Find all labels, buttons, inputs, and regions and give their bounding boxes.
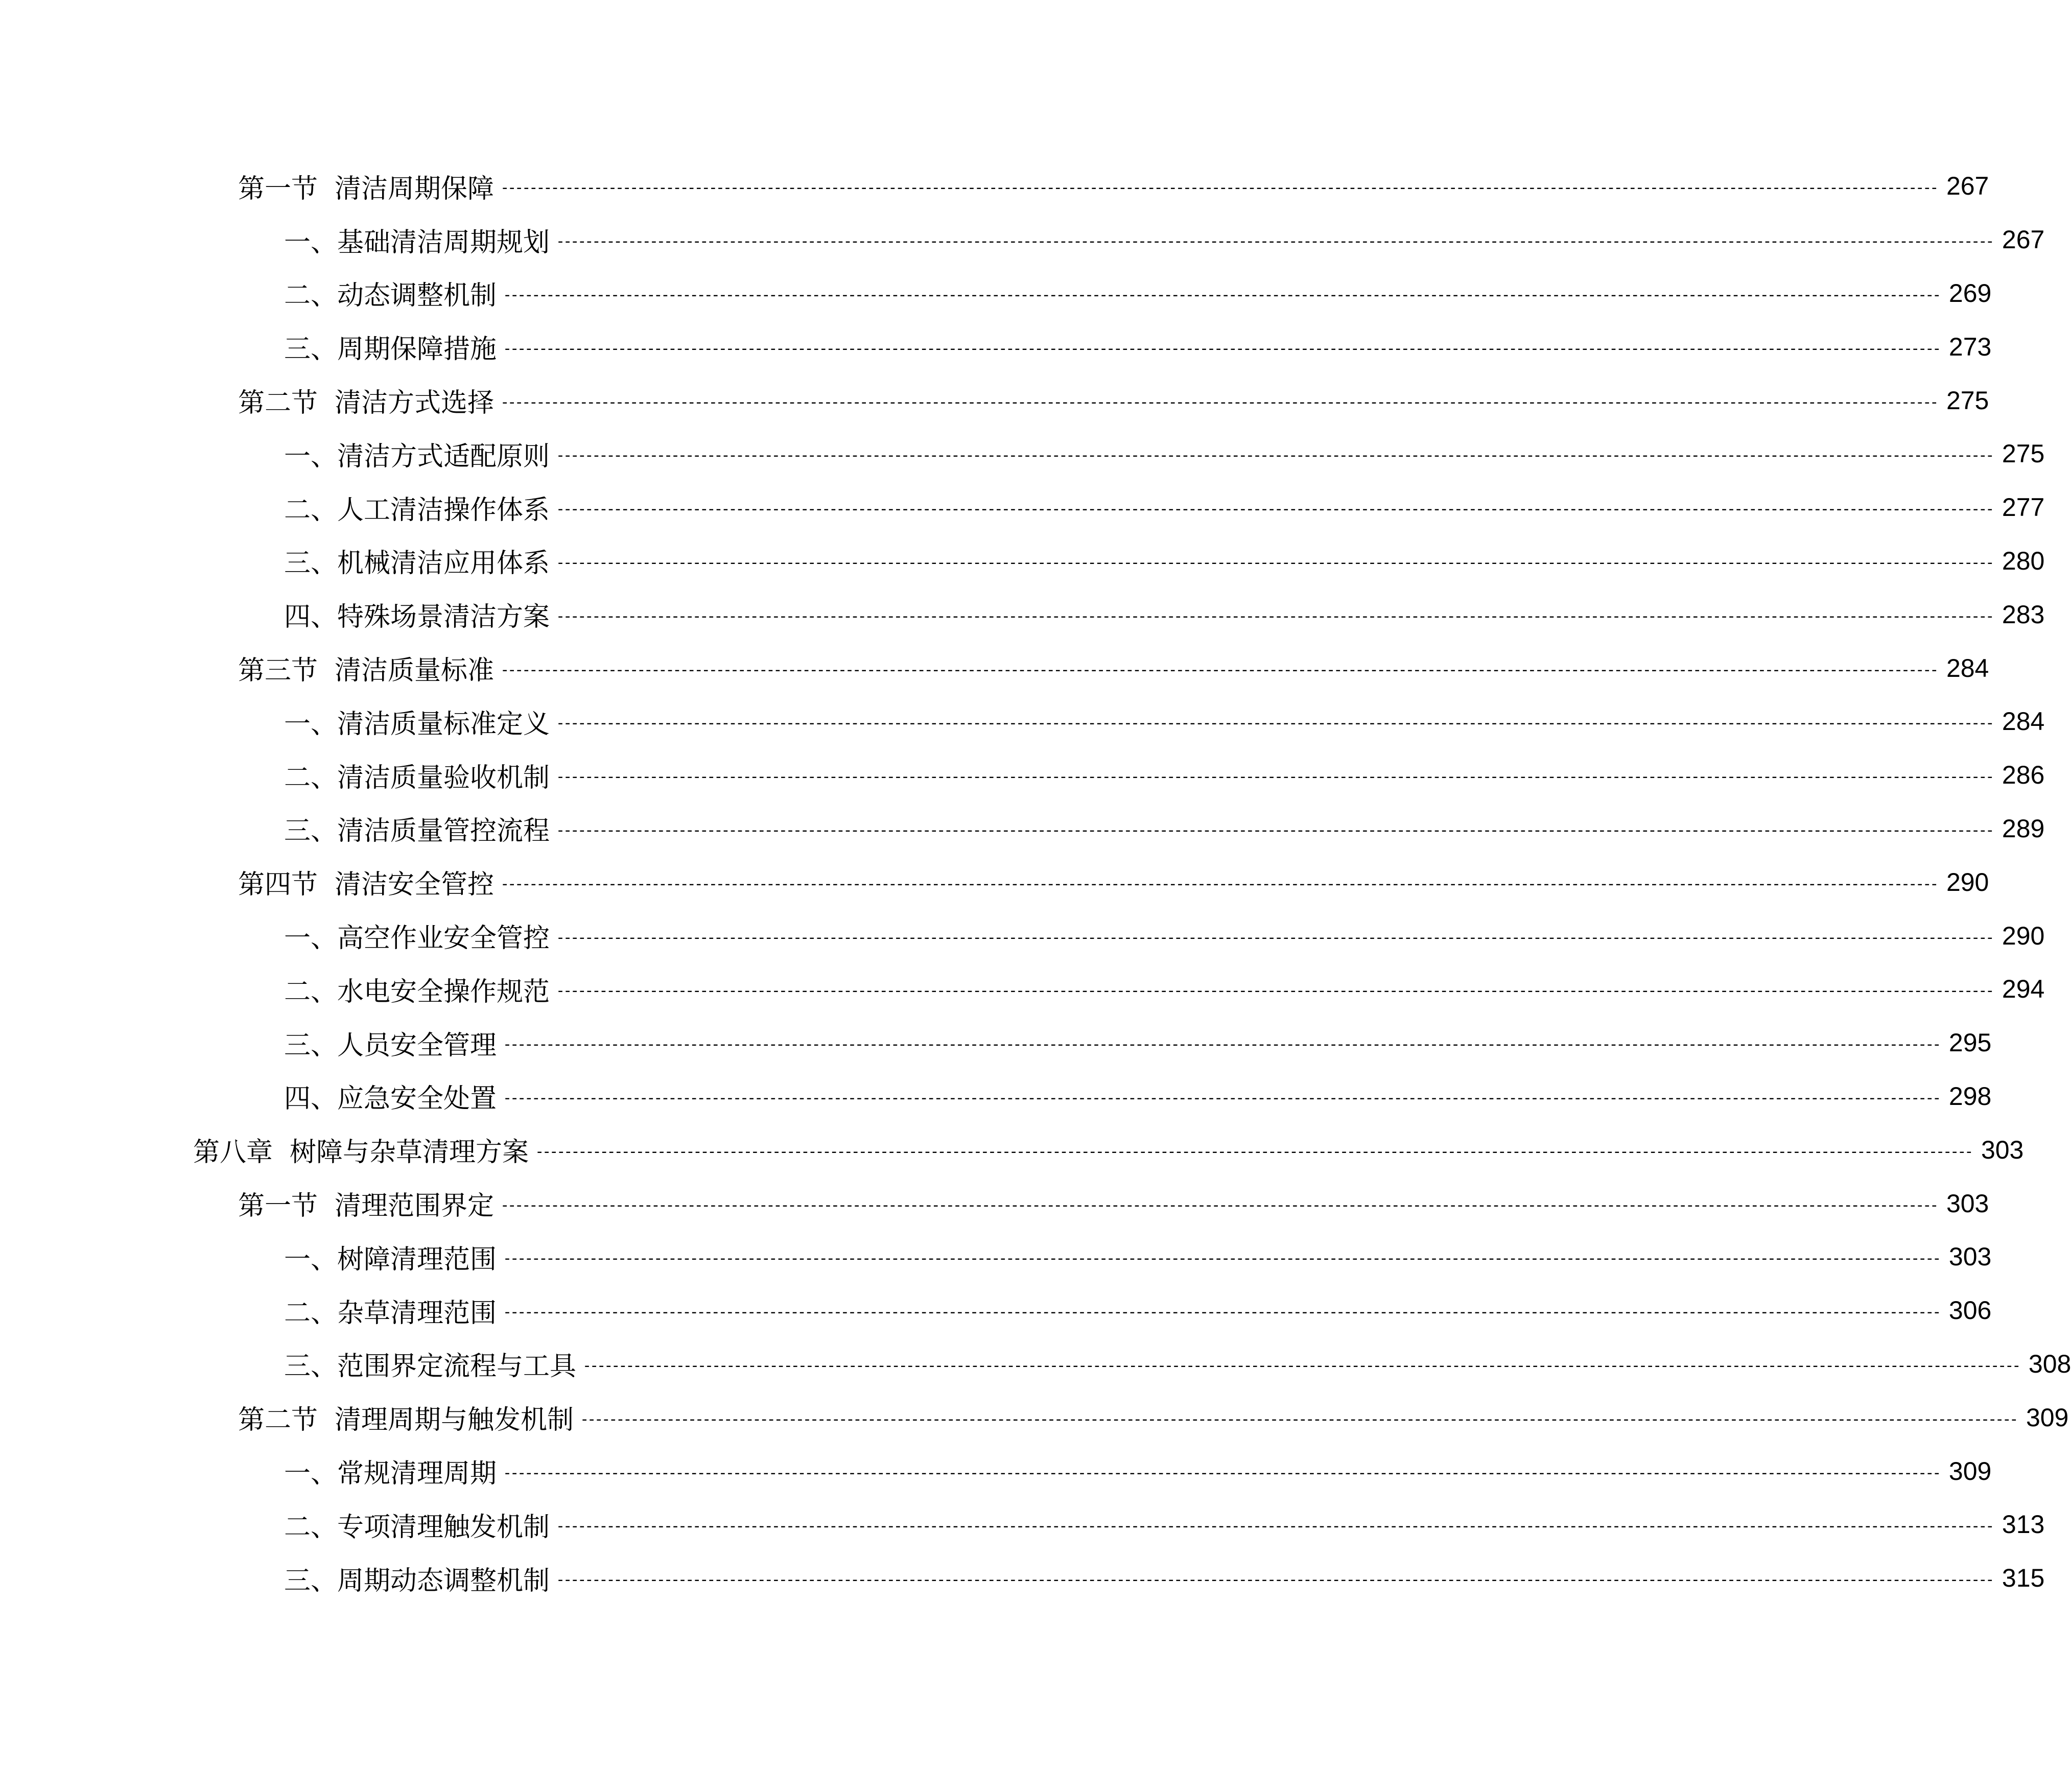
- toc-entry-title: 第八章 树障与杂草清理方案: [193, 1137, 529, 1168]
- dot-leader: --------------------------------------------------------------------------------------------------------------------------------------------------------------------------------------------------------: [503, 1089, 1940, 1107]
- toc-entry-page-number: 273: [1948, 332, 1992, 361]
- toc-entry-title: 三、清洁质量管控流程: [284, 816, 550, 847]
- toc-entry-page-number: 309: [1948, 1456, 1992, 1486]
- toc-entry-page-number: 284: [1946, 653, 1989, 682]
- toc-entry-title: 二、动态调整机制: [284, 280, 497, 312]
- dot-leader: --------------------------------------------------------------------------------------------------------------------------------------------------------------------------------------------------------: [582, 1356, 2019, 1375]
- toc-subsection-entry[interactable]: [0, 748, 2045, 802]
- toc-section-entry[interactable]: [0, 1176, 1989, 1230]
- toc-entry-page-number: 289: [2002, 814, 2045, 843]
- dot-leader: --------------------------------------------------------------------------------------------------------------------------------------------------------------------------------------------------------: [556, 768, 1993, 786]
- toc-entry-page-number: 269: [1948, 278, 1992, 308]
- toc-entry-page-number: 277: [2002, 493, 2045, 522]
- toc-entry-title: 三、周期动态调整机制: [284, 1565, 550, 1596]
- toc-entry-page-number: 290: [2002, 921, 2045, 950]
- toc-section-entry[interactable]: [0, 1390, 2069, 1444]
- dot-leader: --------------------------------------------------------------------------------------------------------------------------------------------------------------------------------------------------------: [556, 821, 1993, 839]
- toc-section-entry[interactable]: [0, 373, 1989, 427]
- toc-subsection-entry[interactable]: [0, 962, 2045, 1016]
- dot-leader: --------------------------------------------------------------------------------------------------------------------------------------------------------------------------------------------------------: [556, 607, 1993, 625]
- toc-entry-title: 一、清洁方式适配原则: [284, 441, 550, 472]
- toc-subsection-entry[interactable]: [0, 1337, 2071, 1391]
- dot-leader: --------------------------------------------------------------------------------------------------------------------------------------------------------------------------------------------------------: [500, 393, 1937, 411]
- toc-entry-title: 二、杂草清理范围: [284, 1298, 497, 1329]
- toc-entry-page-number: 284: [2002, 707, 2045, 736]
- dot-leader: --------------------------------------------------------------------------------------------------------------------------------------------------------------------------------------------------------: [556, 500, 1993, 518]
- dot-leader: --------------------------------------------------------------------------------------------------------------------------------------------------------------------------------------------------------: [500, 661, 1937, 679]
- dot-leader: --------------------------------------------------------------------------------------------------------------------------------------------------------------------------------------------------------: [556, 1517, 1993, 1536]
- toc-subsection-entry[interactable]: [0, 320, 1992, 373]
- toc-entry-title: 一、树障清理范围: [284, 1244, 497, 1275]
- toc-entry-title: 三、周期保障措施: [284, 334, 497, 365]
- toc-subsection-entry[interactable]: [0, 909, 2045, 962]
- toc-entry-page-number: 315: [2002, 1564, 2045, 1593]
- toc-entry-title: 第三节 清洁质量标准: [238, 655, 495, 687]
- dot-leader: --------------------------------------------------------------------------------------------------------------------------------------------------------------------------------------------------------: [556, 714, 1993, 733]
- dot-leader: --------------------------------------------------------------------------------------------------------------------------------------------------------------------------------------------------------: [503, 1249, 1940, 1268]
- toc-entry-page-number: 290: [1946, 867, 1989, 897]
- toc-subsection-entry[interactable]: [0, 587, 2045, 641]
- toc-entry-page-number: 313: [2002, 1510, 2045, 1539]
- toc-subsection-entry[interactable]: [0, 1444, 1992, 1498]
- toc-entry-title: 第二节 清理周期与触发机制: [238, 1405, 574, 1436]
- toc-chapter-entry[interactable]: [0, 1123, 2024, 1176]
- dot-leader: --------------------------------------------------------------------------------------------------------------------------------------------------------------------------------------------------------: [556, 232, 1993, 251]
- dot-leader: --------------------------------------------------------------------------------------------------------------------------------------------------------------------------------------------------------: [503, 1035, 1940, 1054]
- toc-entry-page-number: 303: [1946, 1189, 1989, 1218]
- toc-entry-title: 第一节 清洁周期保障: [238, 173, 495, 204]
- toc-entry-title: 三、机械清洁应用体系: [284, 548, 550, 579]
- toc-entry-title: 第二节 清洁方式选择: [238, 388, 495, 419]
- toc-entry-page-number: 298: [1948, 1081, 1992, 1111]
- dot-leader: --------------------------------------------------------------------------------------------------------------------------------------------------------------------------------------------------------: [503, 339, 1940, 358]
- dot-leader: --------------------------------------------------------------------------------------------------------------------------------------------------------------------------------------------------------: [500, 179, 1937, 197]
- toc-entry-title: 一、常规清理周期: [284, 1458, 497, 1490]
- dot-leader: --------------------------------------------------------------------------------------------------------------------------------------------------------------------------------------------------------: [556, 982, 1993, 1000]
- toc-entry-title: 三、范围界定流程与工具: [284, 1351, 577, 1382]
- dot-leader: --------------------------------------------------------------------------------------------------------------------------------------------------------------------------------------------------------: [503, 1464, 1940, 1482]
- toc-entry-page-number: 275: [1946, 386, 1989, 415]
- toc-subsection-entry[interactable]: [0, 1016, 1992, 1070]
- toc-entry-page-number: 267: [2002, 225, 2045, 254]
- toc-subsection-entry[interactable]: [0, 802, 2045, 856]
- toc-subsection-entry[interactable]: [0, 1070, 1992, 1123]
- toc-entry-page-number: 275: [2002, 439, 2045, 468]
- toc-subsection-entry[interactable]: [0, 481, 2045, 534]
- toc-entry-page-number: 303: [1948, 1242, 1992, 1271]
- dot-leader: --------------------------------------------------------------------------------------------------------------------------------------------------------------------------------------------------------: [500, 1196, 1937, 1214]
- toc-subsection-entry[interactable]: [0, 1498, 2045, 1551]
- toc-entry-page-number: 294: [2002, 975, 2045, 1004]
- toc-subsection-entry[interactable]: [0, 1284, 1992, 1337]
- toc-section-entry[interactable]: [0, 855, 1989, 909]
- toc-subsection-entry[interactable]: [0, 427, 2045, 481]
- toc-entry-title: 一、清洁质量标准定义: [284, 709, 550, 740]
- toc-entry-title: 四、应急安全处置: [284, 1083, 497, 1115]
- toc-subsection-entry[interactable]: [0, 534, 2045, 588]
- toc-entry-page-number: 308: [2028, 1349, 2071, 1378]
- toc-entry-title: 二、人工清洁操作体系: [284, 494, 550, 526]
- toc-entry-page-number: 286: [2002, 761, 2045, 790]
- dot-leader: --------------------------------------------------------------------------------------------------------------------------------------------------------------------------------------------------------: [556, 446, 1993, 465]
- toc-section-entry[interactable]: [0, 641, 1989, 695]
- toc-entry-page-number: 306: [1948, 1296, 1992, 1325]
- toc-entry-title: 四、特殊场景清洁方案: [284, 602, 550, 633]
- dot-leader: --------------------------------------------------------------------------------------------------------------------------------------------------------------------------------------------------------: [556, 1571, 1993, 1589]
- toc-subsection-entry[interactable]: [0, 213, 2045, 267]
- toc-entry-title: 二、清洁质量验收机制: [284, 762, 550, 793]
- toc-entry-title: 三、人员安全管理: [284, 1030, 497, 1061]
- toc-entry-title: 二、水电安全操作规范: [284, 976, 550, 1007]
- toc-entry-page-number: 309: [2026, 1403, 2069, 1432]
- toc-entry-page-number: 303: [1981, 1135, 2024, 1164]
- toc-entry-title: 第一节 清理范围界定: [238, 1191, 495, 1222]
- table-of-contents: [0, 159, 2071, 1605]
- dot-leader: --------------------------------------------------------------------------------------------------------------------------------------------------------------------------------------------------------: [556, 928, 1993, 947]
- toc-entry-title: 一、高空作业安全管控: [284, 923, 550, 954]
- toc-section-entry[interactable]: [0, 159, 1989, 213]
- toc-subsection-entry[interactable]: [0, 1551, 2045, 1605]
- toc-entry-title: 第四节 清洁安全管控: [238, 869, 495, 901]
- toc-subsection-entry[interactable]: [0, 1230, 1992, 1284]
- toc-subsection-entry[interactable]: [0, 267, 1992, 320]
- toc-subsection-entry[interactable]: [0, 695, 2045, 748]
- toc-entry-title: 二、专项清理触发机制: [284, 1512, 550, 1543]
- toc-entry-page-number: 283: [2002, 600, 2045, 629]
- dot-leader: --------------------------------------------------------------------------------------------------------------------------------------------------------------------------------------------------------: [503, 286, 1940, 304]
- toc-entry-page-number: 295: [1948, 1028, 1992, 1057]
- toc-entry-page-number: 280: [2002, 546, 2045, 575]
- dot-leader: --------------------------------------------------------------------------------------------------------------------------------------------------------------------------------------------------------: [503, 1303, 1940, 1322]
- dot-leader: --------------------------------------------------------------------------------------------------------------------------------------------------------------------------------------------------------: [535, 1142, 1972, 1161]
- toc-entry-page-number: 267: [1946, 172, 1989, 201]
- toc-entry-title: 一、基础清洁周期规划: [284, 227, 550, 258]
- dot-leader: --------------------------------------------------------------------------------------------------------------------------------------------------------------------------------------------------------: [580, 1410, 2017, 1428]
- dot-leader: --------------------------------------------------------------------------------------------------------------------------------------------------------------------------------------------------------: [556, 553, 1993, 572]
- dot-leader: --------------------------------------------------------------------------------------------------------------------------------------------------------------------------------------------------------: [500, 875, 1937, 893]
